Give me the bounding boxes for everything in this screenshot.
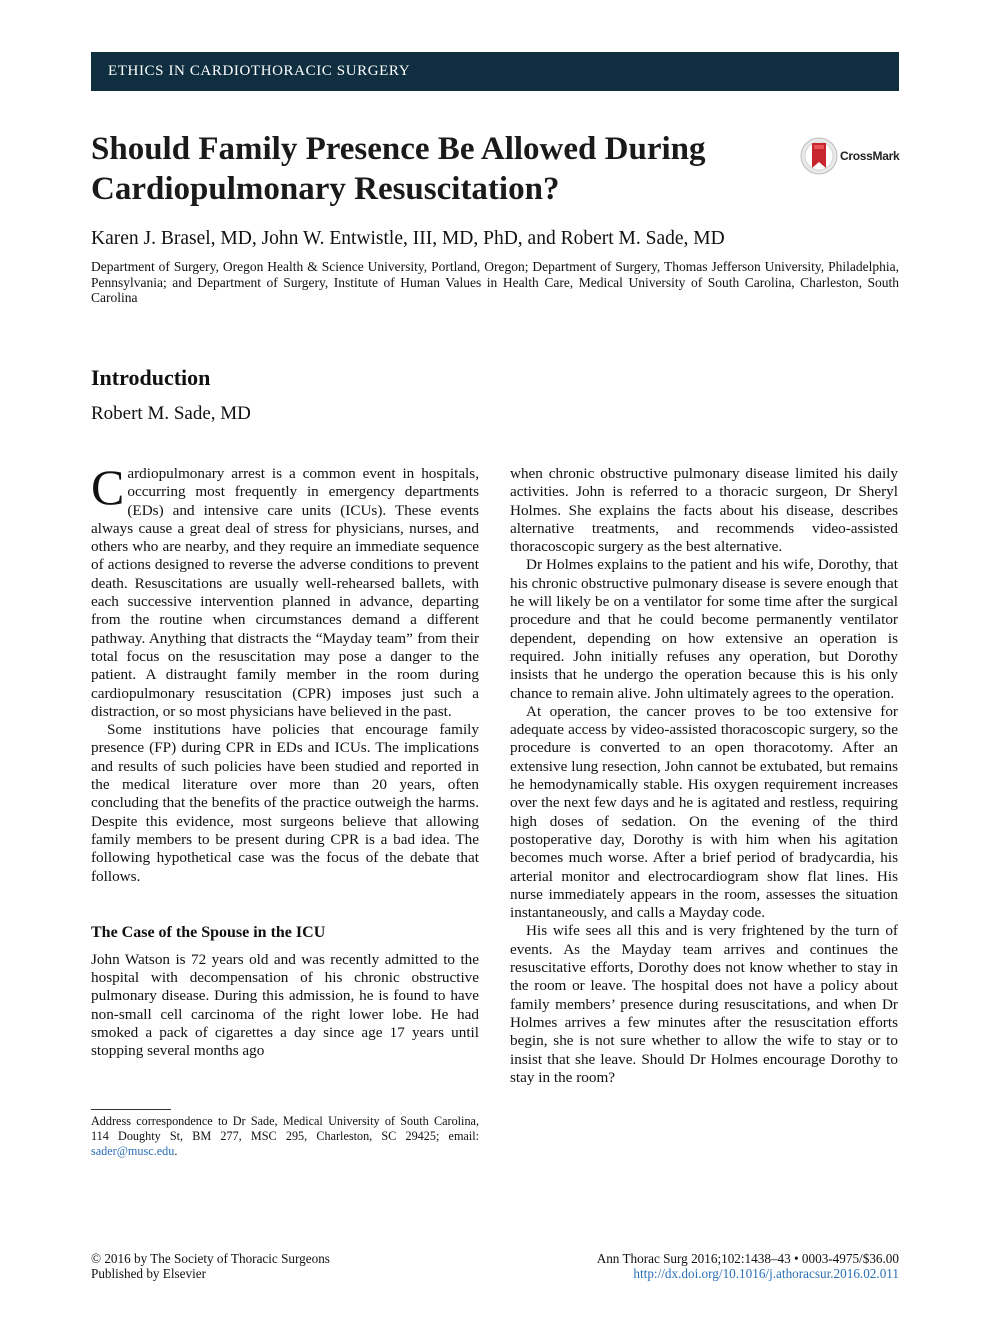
author-list: Karen J. Brasel, MD, John W. Entwistle, III, MD, PhD, and Robert M. Sade, MD xyxy=(91,228,725,249)
paragraph: Some institutions have policies that encourage family presence (FP) during CPR in EDs and ICUs. The implications and results of such policies have been studied and reported in the medical literature over more than 20 years, often concluding that the benefits of the practice outweigh the harms. Despite this evidence, most surgeons believe that allowing family members to be present during CPR is a bad idea. The following hypothetical case was the focus of the debate that follows. xyxy=(91,721,479,885)
crossmark-icon xyxy=(800,137,838,175)
footnote-end: . xyxy=(174,1144,178,1158)
drop-cap: C xyxy=(91,459,125,515)
paragraph: when chronic obstructive pulmonary disease limited his daily activities. John is referred to a thoracic surgeon, Dr Sheryl Holmes. She explains the facts about his disease, describes alternative treatments, and recommends video-assisted thoracoscopic surgery as the best alternative. xyxy=(510,465,898,556)
email-link[interactable]: sader@musc.edu xyxy=(91,1144,175,1158)
doi-link[interactable]: http://dx.doi.org/10.1016/j.athoracsur.2016.02.011 xyxy=(633,1266,899,1281)
section-heading: Introduction xyxy=(91,365,211,390)
case-subheading: The Case of the Spouse in the ICU xyxy=(91,923,326,941)
paragraph xyxy=(91,459,479,721)
paragraph: His wife sees all this and is very frightened by the turn of events. As the Mayday team arrives and continues the resuscitative efforts, Dorothy does not know whether to stay in the room or leave. The hospital does not have a policy about family members’ presence during resuscitations, and when Dr Holmes arrives a few minutes after the resuscitation efforts begin, she is not sure whether to allow the wife to stay or to insist that she leave. Should Dr Holmes encourage Dorothy to stay in the room? xyxy=(510,922,898,1086)
paragraph: At operation, the cancer proves to be too extensive for adequate access by video-assisted thoracoscopic surgery, so the procedure is converted to an open thoracotomy. After an extensive lung resection, John cannot be extubated, but remains he hemodynamically stable. His oxygen requirement increases over the next few days and he is agitated and restless, requiring high doses of sedation. On the evening of the third postoperative day, Dorothy is with him when his agitation becomes much worse. After a brief period of bradycardia, his arterial monitor and electrocardiogram show flat lines. His nurse immediately appears in the room, assesses the situation instantaneously, and calls a Mayday code. xyxy=(510,702,898,922)
paragraph: Dr Holmes explains to the patient and his wife, Dorothy, that his chronic obstructive pulmonary disease is severe enough that he will likely be on a ventilator for some time after the surgical procedure and that he could become permanently ventilator dependent, depending on how extensive an operation is required. John initially refuses any operation, but Dorothy insists that he undergo the operation because this is his only chance to remain alive. John ultimately agrees to the operation. xyxy=(510,556,898,702)
publisher-notice: Published by Elsevier xyxy=(91,1266,207,1281)
copyright-notice: © 2016 by The Society of Thoracic Surgeons xyxy=(91,1251,330,1266)
section-author: Robert M. Sade, MD xyxy=(91,403,251,424)
footnote-divider xyxy=(91,1109,171,1110)
paragraph-text: ardiopulmonary arrest is a common event in hospitals, occurring most frequently in emergency departments (EDs) and intensive care units (ICUs). These events always cause a great deal of stress for physicians, nurses, and others who are nearby, and they require an immediate sequence of actions designed to reverse the adverse conditions to prevent death. Resuscitations are usually well-rehearsed ballets, with each successive intervention planned in advance, departing from the routine when circumstances demand a different pathway. Anything that distracts the “Mayday team” from their total focus on the resuscitation may pose a danger to the patient. A distraught family member in the room during cardiopulmonary resuscitation (CPR) imposes just such a distraction, or so most physicians have believed in the past. xyxy=(91,465,479,720)
journal-section-banner: ETHICS IN CARDIOTHORACIC SURGERY xyxy=(91,52,899,91)
right-column xyxy=(510,465,898,1087)
crossmark-button[interactable] xyxy=(800,137,900,177)
paragraph: John Watson is 72 years old and was recently admitted to the hospital with decompensation of his chronic obstructive pulmonary disease. During this admission, he is found to have non-small cell carcinoma of the right lower lobe. He had smoked a pack of cigarettes a day since age 17 years until stopping several months ago xyxy=(91,950,479,1060)
crossmark-label: CrossMark xyxy=(840,149,900,163)
footer-left xyxy=(91,1251,491,1281)
footer-right xyxy=(479,1251,899,1281)
article-title: Should Family Presence Be Allowed During Cardiopulmonary Resuscitation? xyxy=(91,131,706,207)
correspondence-footnote xyxy=(91,1114,479,1159)
journal-citation: Ann Thorac Surg 2016;102:1438–43 • 0003-4975/$36.00 xyxy=(596,1251,899,1266)
footnote-text: Address correspondence to Dr Sade, Medical University of South Carolina, 114 Doughty St, BM 277, MSC 295, Charleston, SC 29425; email: xyxy=(91,1114,479,1143)
left-column xyxy=(91,459,479,1061)
author-affiliations: Department of Surgery, Oregon Health & Science University, Portland, Oregon; Department of Surgery, Thomas Jefferson University, Philadelphia, Pennsylvania; and Department of Surgery, Institute of Human Values in Health Care, Medical University of South Carolina, Charleston, South Carolina xyxy=(91,259,899,305)
